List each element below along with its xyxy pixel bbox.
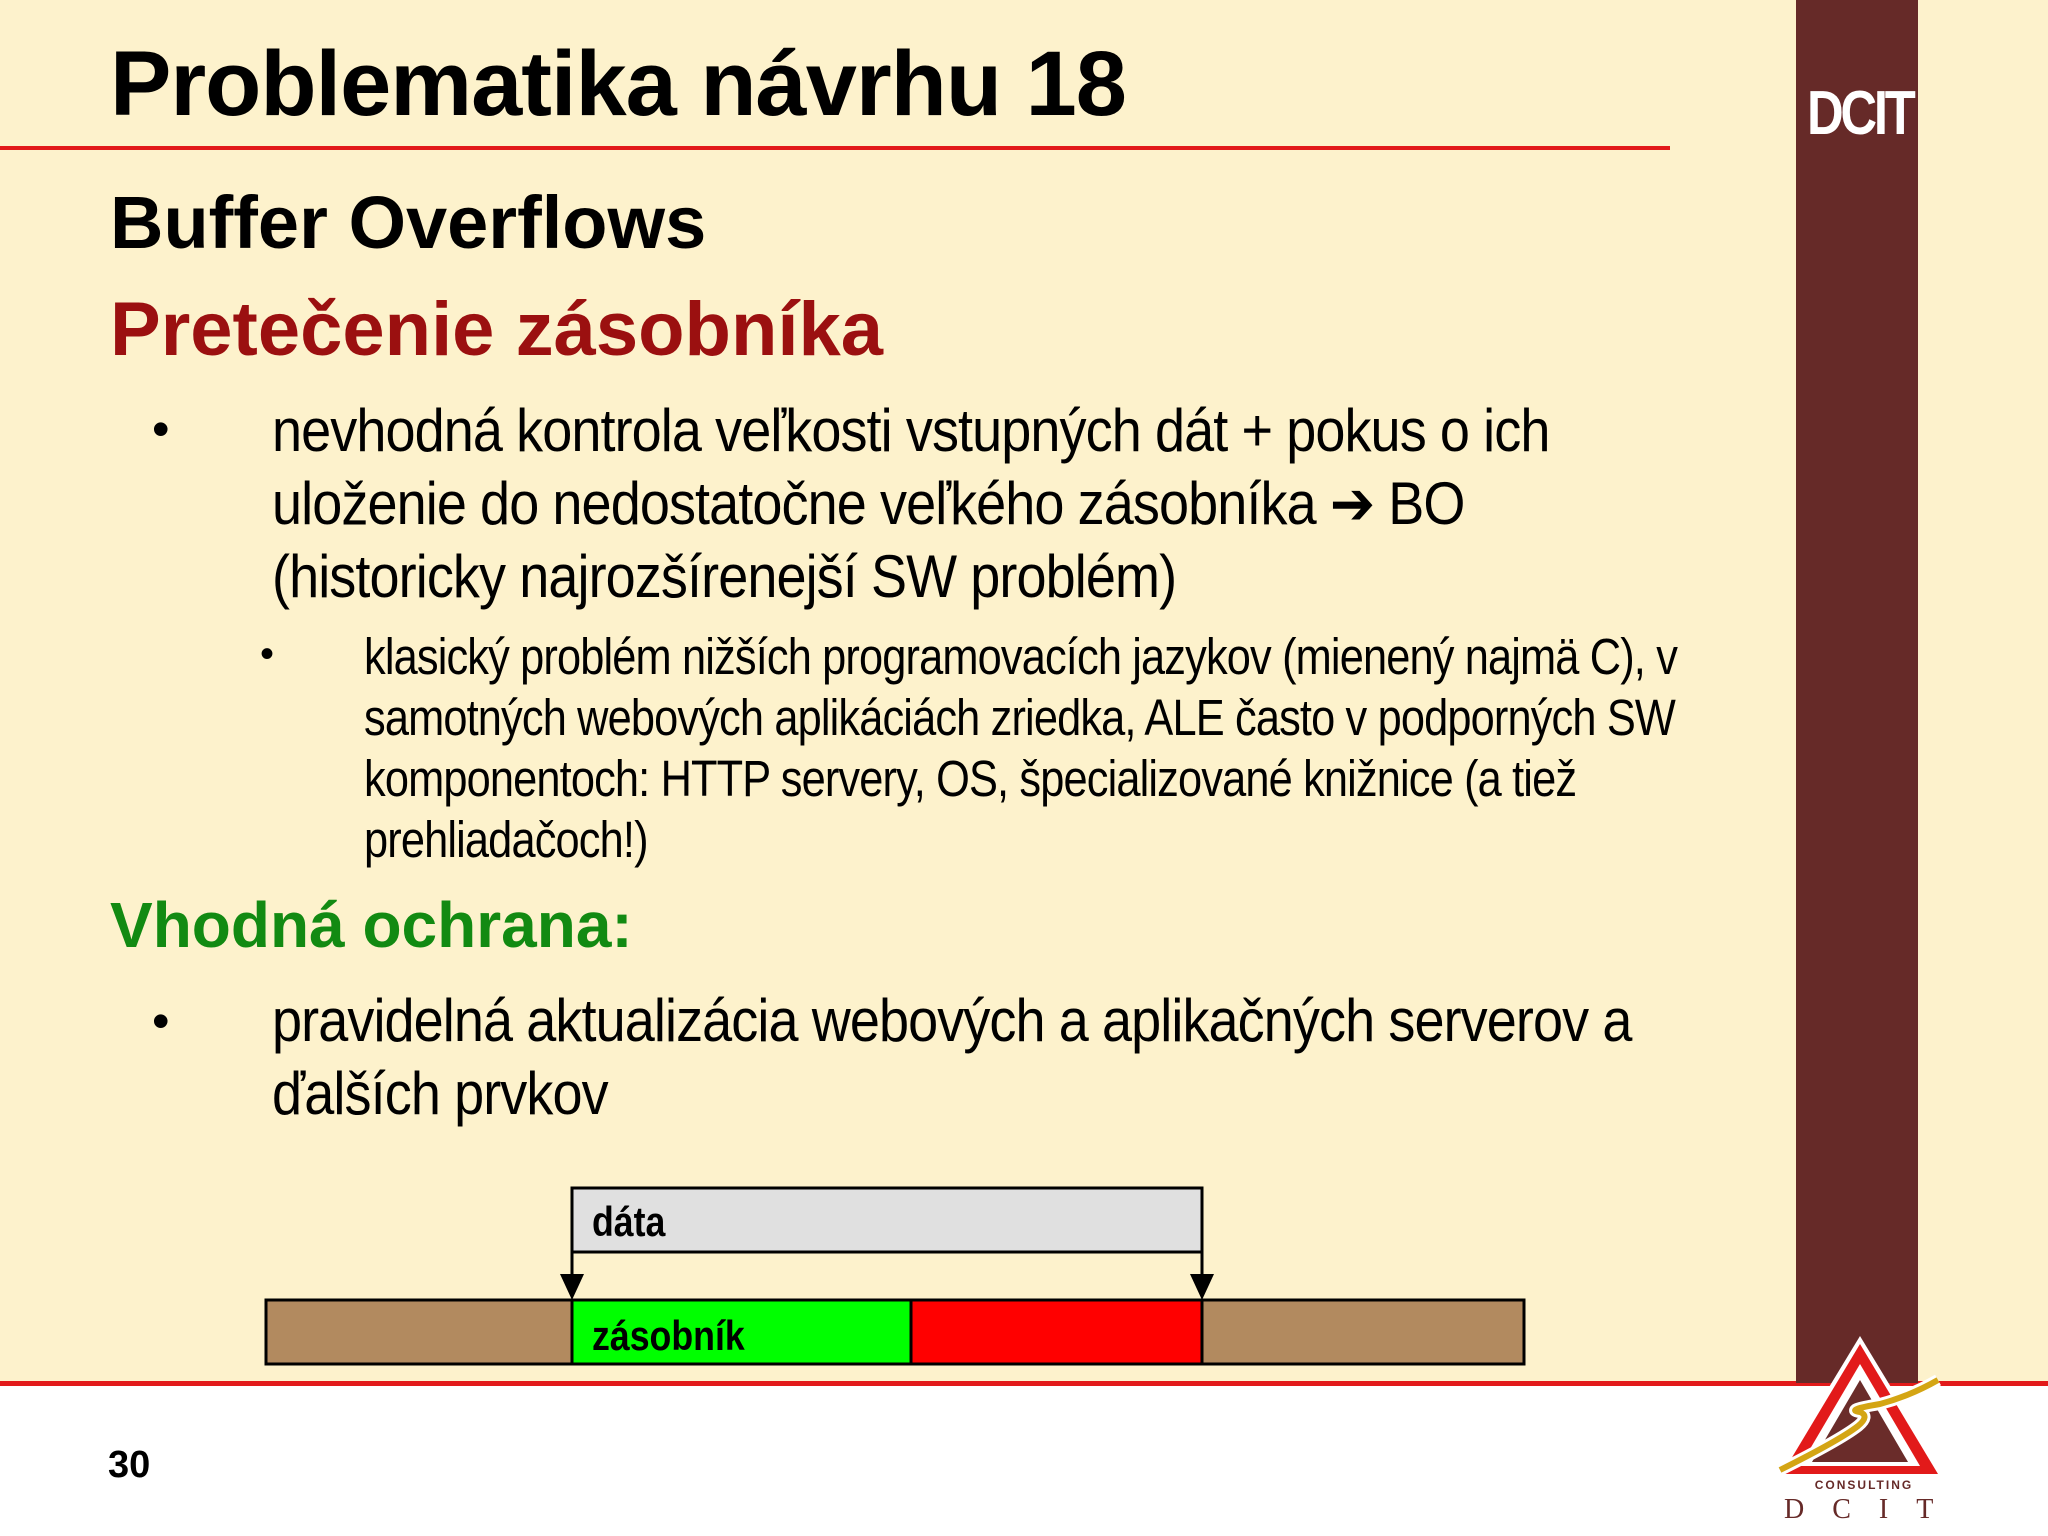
sidebar-logo-text: DCIT [1806, 79, 1913, 148]
sub-bullet-symbol: • [260, 632, 275, 676]
bullet-text: nevhodná kontrola veľkosti vstupných dát + pokus o ich uloženie do nedostatočne veľkého zásobníka ➔ BO (historicky najrozšírenejší SW problém) [272, 397, 1550, 610]
data-label: dáta [592, 1198, 666, 1245]
memory-right [1202, 1300, 1524, 1364]
data-box [572, 1188, 1202, 1252]
protection-heading: Vhodná ochrana: [110, 889, 633, 961]
logo-consulting-text: CONSULTING [1814, 1478, 1914, 1492]
data-left-arrowhead [560, 1274, 584, 1300]
bullet-symbol: • [152, 401, 170, 457]
overflow-segment [911, 1300, 1202, 1364]
bullet-symbol: • [152, 993, 170, 1049]
sub-bullet-text: klasický problém nižších programovacích jazykov (mienený najmä C), v samotných webových aplikáciách zriedka, ALE často v podporných SW komponentoch: HTTP servery, OS, špecializované knižnice (a tiež prehliadačoch!) [364, 628, 1678, 868]
page-number: 30 [108, 1444, 151, 1486]
section-heading: Pretečenie zásobníka [110, 287, 884, 372]
memory-left [266, 1300, 572, 1364]
slide-title: Problematika návrhu 18 [110, 33, 1126, 135]
stack-label: zásobník [592, 1312, 745, 1359]
data-right-arrowhead [1190, 1274, 1214, 1300]
bullet-text: pravidelná aktualizácia webových a aplikačných serverov a ďalších prvkov [272, 987, 1632, 1127]
logo-dcit-letters: DCIT [1784, 1494, 1962, 1525]
slide-subtitle: Buffer Overflows [110, 181, 707, 264]
